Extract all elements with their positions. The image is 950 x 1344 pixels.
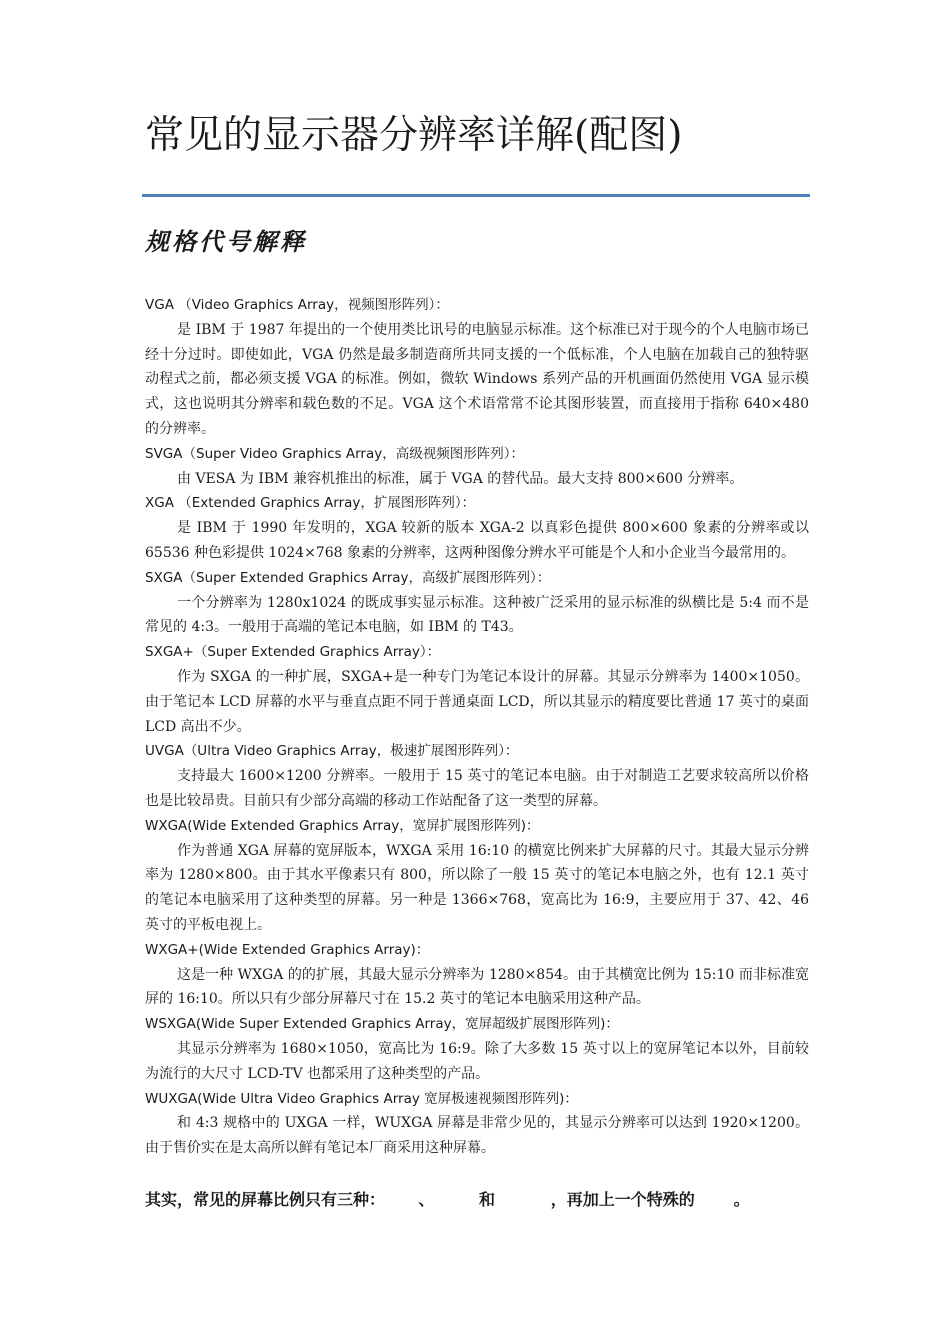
entry-term: SXGA（Super Extended Graphics Array，高级扩展图形阵列）： [145,569,551,586]
entry-wxga [145,814,809,938]
entry-uvga [145,739,809,813]
entry-wsxga [145,1012,809,1086]
section-heading: 规格代号解释 [145,227,307,256]
entry-description: 和 4:3 规格中的 UXGA 一样，WUXGA 屏幕是非常少见的，其显示分辨率可以达到 1920×1200。由于售价实在是太高所以鲜有笔记本厂商采用这种屏幕。 [145,1115,809,1157]
entry-term: VGA （Video Graphics Array，视频图形阵列）： [145,297,449,313]
entry-term: WUXGA(Wide Ultra Video Graphics Array 宽屏极速视频图形阵列)： [145,1090,578,1107]
entry-description: 是 IBM 于 1987 年提出的一个使用类比讯号的电脑显示标准。这个标准已对于现今的个人电脑市场已经十分过时。即使如此，VGA 仍然是最多制造商所共同支援的一个低标准，个人电脑在加载自己的独特驱动程式之前，都必须支援 VGA 的标准。例如，微软 Windows 系列产品的开机画面仍然使用 VGA 显示模式，这也说明其分辨率和载色数的不足。VGA 这个术语常常不论其图形装置，而直接用于指称 640×480 的分辨率。 [145,321,809,437]
entry-term: SVGA（Super Video Graphics Array，高级视频图形阵列）： [145,445,524,462]
entry-term: UVGA（Ultra Video Graphics Array，极速扩展图形阵列）： [145,743,519,760]
entry-description: 一个分辨率为 1280x1024 的既成事实显示标准。这种被广泛采用的显示标准的纵横比是 5:4 而不是常见的 4:3。一般用于高端的笔记本电脑，如 IBM 的 T43。 [145,594,809,636]
entry-term: WXGA+(Wide Extended Graphics Array)： [145,941,430,958]
entry-sxga-plus [145,640,809,739]
entry-term: XGA （Extended Graphics Array，扩展图形阵列）： [145,495,476,512]
entry-term: SXGA+（Super Extended Graphics Array）： [145,644,441,661]
entry-description: 作为普通 XGA 屏幕的宽屏版本，WXGA 采用 16:10 的横宽比例来扩大屏幕的尺寸。其最大显示分辨率为 1280×800。由于其水平像素只有 800，所以除了一般 15 英寸的笔记本电脑之外，也有 12.1 英寸的笔记本电脑采用了这种类型的屏幕。另一种是 1366×768，宽高比为 16:9，主要应用于 37、42、46 英寸的平板电视上。 [145,842,809,933]
page-title: 常见的显示器分辨率详解(配图) [145,113,683,158]
entry-description: 是 IBM 于 1990 年发明的，XGA 较新的版本 XGA-2 以真彩色提供 800×600 象素的分辨率或以 65536 种色彩提供 1024×768 象素的分辨率，这两种图像分辨水平可能是个人和小企业当今最常用的。 [145,520,809,561]
entry-description: 作为 SXGA 的一种扩展，SXGA+是一种专门为笔记本设计的屏幕。其显示分辨率为 1400×1050。由于笔记本 LCD 屏幕的水平与垂直点距不同于普通桌面 LCD，所以其显示的精度要比普通 17 英寸的桌面 LCD 高出不少。 [145,668,809,735]
entry-wxga-plus [145,938,809,1012]
entry-wuxga [145,1087,809,1161]
entry-term: WXGA(Wide Extended Graphics Array，宽屏扩展图形阵列)： [145,817,540,834]
entry-description: 其显示分辨率为 1680×1050，宽高比为 16:9。除了大多数 15 英寸以上的宽屏笔记本以外，目前较为流行的大尺寸 LCD-TV 也都采用了这种类型的产品。 [145,1040,809,1082]
entry-description: 这是一种 WXGA 的的扩展，其最大显示分辨率为 1280×854。由于其横宽比例为 15:10 而非标准宽屏的 16:10。所以只有少部分屏幕尺寸在 15.2 英寸的笔记本电脑采用这种产品。 [145,966,809,1008]
entry-xga [145,491,809,565]
entry-svga [145,442,809,492]
entry-sxga [145,566,809,640]
entries-list [145,293,809,1161]
entry-description: 支持最大 1600×1200 分辨率。一般用于 15 英寸的笔记本电脑。由于对制造工艺要求较高所以价格也是比较昂贵。目前只有少部分高端的移动工作站配备了这一类型的屏幕。 [145,768,809,809]
title-divider [142,194,810,197]
entry-description: 由 VESA 为 IBM 兼容机推出的标准，属于 VGA 的替代品。最大支持 800×600 分辨率。 [177,470,744,487]
entry-term: WSXGA(Wide Super Extended Graphics Array，宽屏超级扩展图形阵列)： [145,1016,619,1033]
entry-vga [145,293,809,442]
summary-line: 其实，常见的屏幕比例只有三种： 、 和 ，再加上一个特殊的 。 [145,1190,750,1209]
